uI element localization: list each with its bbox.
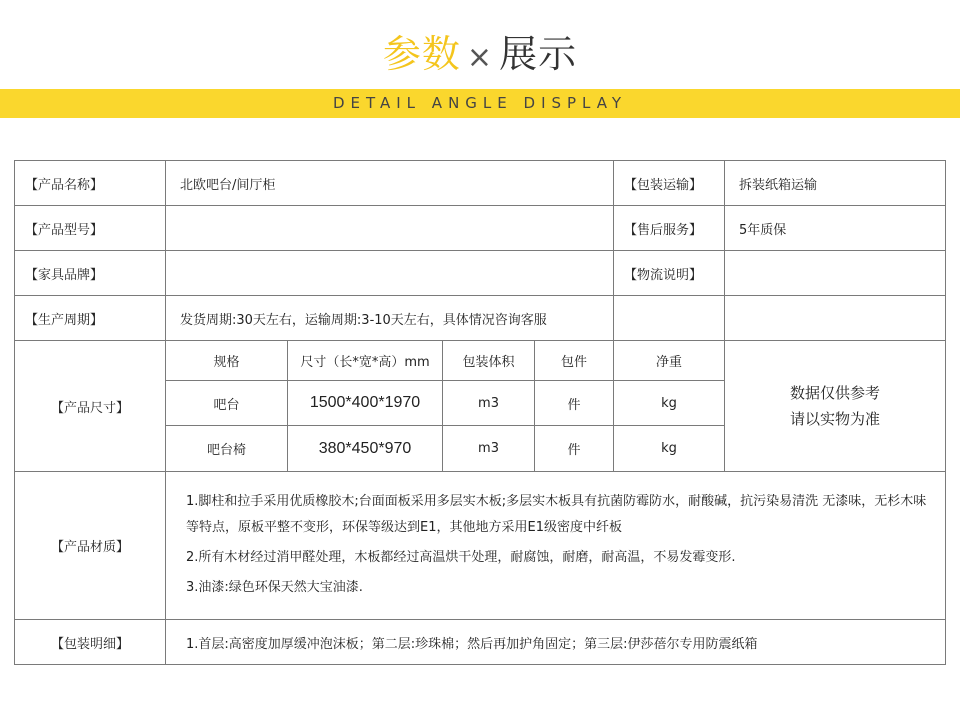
title-main: 展示 <box>499 32 578 76</box>
logistics-value <box>725 251 946 296</box>
service-value: 5年质保 <box>725 206 946 251</box>
material-text <box>166 472 946 620</box>
table-row <box>15 296 946 341</box>
title-separator: × <box>466 40 494 75</box>
size-cell: 1500*400*1970 <box>288 381 443 426</box>
shipping-value: 拆装纸箱运输 <box>725 161 946 206</box>
size-cell: 吧台椅 <box>166 426 288 472</box>
cycle-value: 发货周期:30天左右，运输周期:3-10天左右，具体情况咨询客服 <box>166 296 614 341</box>
empty-cell <box>614 296 725 341</box>
size-cell: m3 <box>443 426 535 472</box>
packing-row <box>15 620 946 665</box>
material-label: 【产品材质】 <box>15 472 166 620</box>
name-label: 【产品名称】 <box>15 161 166 206</box>
model-value <box>166 206 614 251</box>
size-header-pieces: 包件 <box>535 341 614 381</box>
material-line: 2.所有木材经过消甲醛处理，木板都经过高温烘干处理，耐腐蚀，耐磨，耐高温，不易发霉变形. <box>186 549 736 565</box>
subtitle-band: DETAIL ANGLE DISPLAY <box>0 89 960 118</box>
cycle-label: 【生产周期】 <box>15 296 166 341</box>
table-row <box>15 206 946 251</box>
name-value: 北欧吧台/间厅柜 <box>166 161 614 206</box>
size-header-volume: 包装体积 <box>443 341 535 381</box>
empty-cell <box>725 296 946 341</box>
size-cell: m3 <box>443 381 535 426</box>
size-cell: 380*450*970 <box>288 426 443 472</box>
model-label: 【产品型号】 <box>15 206 166 251</box>
size-label: 【产品尺寸】 <box>15 341 166 472</box>
size-header-row <box>15 341 946 381</box>
brand-value <box>166 251 614 296</box>
size-note-line: 数据仅供参考 <box>790 384 881 402</box>
table-row <box>15 161 946 206</box>
logistics-label: 【物流说明】 <box>614 251 725 296</box>
size-header-dims: 尺寸（长*宽*高）mm <box>288 341 443 381</box>
size-cell: kg <box>614 381 725 426</box>
title-highlight: 参数 <box>382 32 461 76</box>
material-line: 1.脚柱和拉手采用优质橡胶木;台面面板采用多层实木板;多层实木板具有抗菌防霉防水，耐酸碱，抗污染易清洗 无漆味，无杉木味等特点，原板平整不变形，环保等级达到E1，其他地方采用E1级密度中纤板 <box>186 493 927 535</box>
size-cell: 吧台 <box>166 381 288 426</box>
size-header-spec: 规格 <box>166 341 288 381</box>
size-note-line: 请以实物为准 <box>790 410 881 428</box>
shipping-label: 【包装运输】 <box>614 161 725 206</box>
spec-table <box>14 160 946 665</box>
size-header-weight: 净重 <box>614 341 725 381</box>
size-note <box>725 341 946 472</box>
size-cell: kg <box>614 426 725 472</box>
packing-label: 【包装明细】 <box>15 620 166 665</box>
size-cell: 件 <box>535 381 614 426</box>
packing-value: 1.首层:高密度加厚缓冲泡沫板；第二层:珍珠棉；然后再加护角固定；第三层:伊莎蓓尔专用防震纸箱 <box>166 620 946 665</box>
page-title <box>0 30 960 82</box>
brand-label: 【家具品牌】 <box>15 251 166 296</box>
service-label: 【售后服务】 <box>614 206 725 251</box>
table-row <box>15 251 946 296</box>
material-row <box>15 472 946 620</box>
size-cell: 件 <box>535 426 614 472</box>
material-line: 3.油漆:绿色环保天然大宝油漆. <box>186 579 363 595</box>
